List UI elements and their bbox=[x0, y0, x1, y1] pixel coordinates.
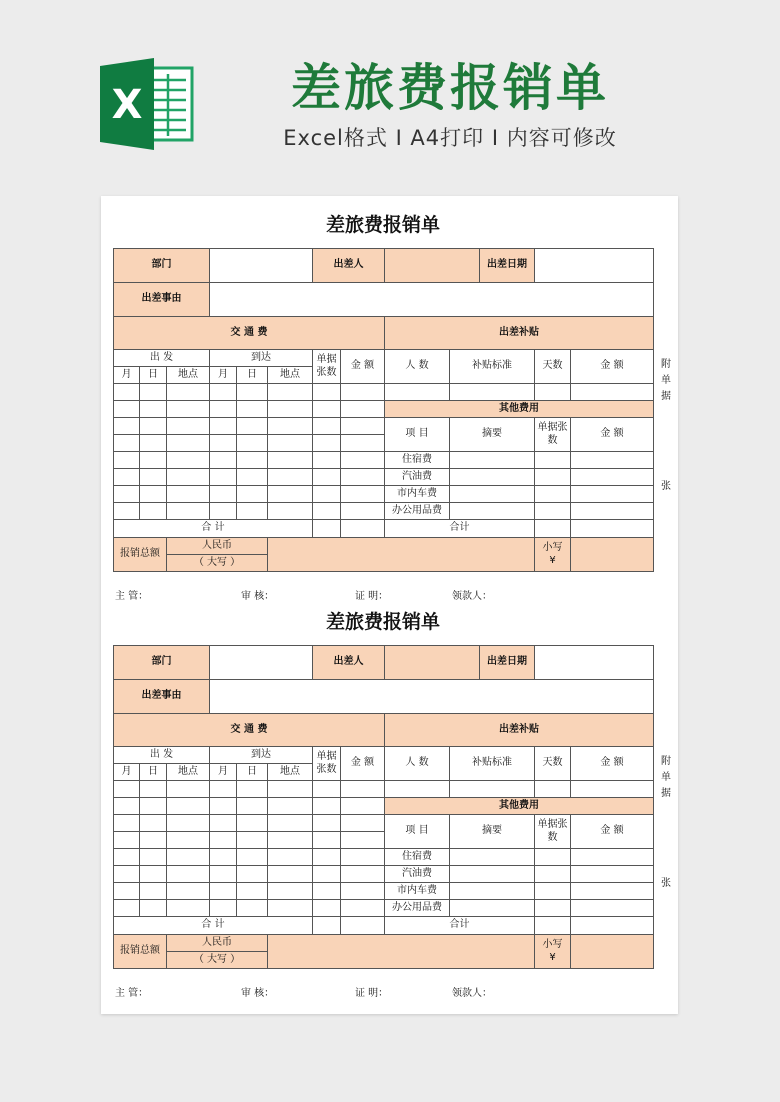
expense-item-label: 市内车费 bbox=[384, 485, 450, 503]
transport-cell[interactable] bbox=[236, 780, 268, 798]
transport-cell[interactable] bbox=[113, 417, 140, 435]
transport-cell[interactable] bbox=[113, 865, 140, 883]
transport-cell[interactable] bbox=[236, 831, 268, 849]
total-label: 报销总额 bbox=[113, 934, 167, 969]
standard-header: 补贴标准 bbox=[449, 349, 535, 384]
transport-cell[interactable] bbox=[312, 797, 341, 815]
allowance-header: 出差补贴 bbox=[384, 713, 654, 747]
transport-cell[interactable] bbox=[209, 882, 237, 900]
place-header: 地点 bbox=[166, 763, 210, 781]
page-title: 差旅费报销单 bbox=[291, 59, 609, 117]
place-header: 地点 bbox=[267, 366, 313, 384]
transport-cell[interactable] bbox=[236, 882, 268, 900]
transport-cell[interactable] bbox=[166, 814, 210, 832]
transport-cell[interactable] bbox=[340, 485, 385, 503]
transport-cell[interactable] bbox=[209, 899, 237, 917]
transport-cell[interactable] bbox=[113, 434, 140, 452]
transport-cell[interactable] bbox=[312, 434, 341, 452]
transport-cell[interactable] bbox=[139, 502, 167, 520]
expense-summary-cell[interactable] bbox=[449, 848, 535, 866]
transport-cell[interactable] bbox=[166, 797, 210, 815]
transport-cell[interactable] bbox=[209, 434, 237, 452]
item-header: 项 目 bbox=[384, 417, 450, 452]
traveler-value[interactable] bbox=[384, 645, 480, 680]
transport-cell[interactable] bbox=[312, 383, 341, 401]
form-title: 差旅费报销单 bbox=[325, 611, 440, 633]
transport-cell[interactable] bbox=[139, 400, 167, 418]
side-attach-label-1: 附 单 据 bbox=[661, 359, 671, 402]
transport-cell[interactable] bbox=[267, 848, 313, 866]
date-value[interactable] bbox=[534, 248, 654, 283]
transport-cell[interactable] bbox=[340, 417, 385, 435]
supervisor-label: 主 管： bbox=[115, 988, 149, 999]
amount-header: 金 额 bbox=[340, 746, 385, 781]
receipts-header: 单据张数 bbox=[534, 814, 571, 849]
transport-cell[interactable] bbox=[113, 814, 140, 832]
date-label: 出差日期 bbox=[479, 645, 535, 680]
transport-cell[interactable] bbox=[340, 848, 385, 866]
proof-label: 证 明： bbox=[355, 591, 389, 602]
amount-header: 金 额 bbox=[570, 349, 654, 384]
other-subtotal-amount[interactable] bbox=[570, 916, 654, 935]
total-small-value[interactable] bbox=[570, 537, 654, 572]
yen-symbol: ¥ bbox=[549, 554, 556, 566]
expense-summary-cell[interactable] bbox=[449, 468, 535, 486]
transport-cell[interactable] bbox=[209, 468, 237, 486]
transport-cell[interactable] bbox=[236, 383, 268, 401]
side-sheet-label-2: 张 bbox=[661, 878, 671, 889]
expense-receipts-cell[interactable] bbox=[534, 882, 571, 900]
transport-cell[interactable] bbox=[139, 814, 167, 832]
transport-cell[interactable] bbox=[209, 400, 237, 418]
total-capital-value[interactable] bbox=[267, 537, 535, 572]
expense-amount-cell[interactable] bbox=[570, 502, 654, 520]
expense-amount-cell[interactable] bbox=[570, 485, 654, 503]
transport-cell[interactable] bbox=[267, 814, 313, 832]
signature-row bbox=[113, 587, 653, 603]
people-header: 人 数 bbox=[384, 746, 450, 781]
expense-receipts-cell[interactable] bbox=[534, 865, 571, 883]
proof-label: 证 明： bbox=[355, 988, 389, 999]
small-label: 小写 bbox=[542, 939, 563, 950]
date-label: 出差日期 bbox=[479, 248, 535, 283]
transport-cell[interactable] bbox=[312, 451, 341, 469]
allowance-header: 出差补贴 bbox=[384, 316, 654, 350]
day-header: 日 bbox=[236, 366, 268, 384]
transport-cell[interactable] bbox=[236, 417, 268, 435]
expense-summary-cell[interactable] bbox=[449, 882, 535, 900]
month-header: 月 bbox=[113, 366, 140, 384]
expense-item-label: 住宿费 bbox=[384, 451, 450, 469]
transport-cell[interactable] bbox=[113, 848, 140, 866]
expense-amount-cell[interactable] bbox=[570, 451, 654, 469]
transport-cell[interactable] bbox=[209, 502, 237, 520]
expense-receipts-cell[interactable] bbox=[534, 485, 571, 503]
month-header: 月 bbox=[113, 763, 140, 781]
transport-cell[interactable] bbox=[209, 417, 237, 435]
transport-cell[interactable] bbox=[209, 814, 237, 832]
transport-cell[interactable] bbox=[267, 383, 313, 401]
amount-header: 金 额 bbox=[340, 349, 385, 384]
other-subtotal-amount[interactable] bbox=[570, 519, 654, 538]
arrive-header: 到达 bbox=[209, 746, 313, 764]
transport-cell[interactable] bbox=[267, 865, 313, 883]
allowance-amount-value[interactable] bbox=[570, 780, 654, 798]
transport-cell[interactable] bbox=[340, 797, 385, 815]
total-capital-value[interactable] bbox=[267, 934, 535, 969]
dept-value[interactable] bbox=[209, 645, 313, 680]
transport-cell[interactable] bbox=[166, 899, 210, 917]
people-value[interactable] bbox=[384, 383, 450, 401]
small-amount-label bbox=[534, 934, 571, 969]
transport-cell[interactable] bbox=[236, 797, 268, 815]
arrive-header: 到达 bbox=[209, 349, 313, 367]
transport-cell[interactable] bbox=[267, 468, 313, 486]
place-header: 地点 bbox=[166, 366, 210, 384]
form-grid bbox=[113, 248, 653, 572]
transport-cell[interactable] bbox=[209, 780, 237, 798]
transport-cell[interactable] bbox=[113, 780, 140, 798]
transport-cell[interactable] bbox=[312, 502, 341, 520]
transport-cell[interactable] bbox=[267, 882, 313, 900]
transport-cell[interactable] bbox=[209, 865, 237, 883]
transport-cell[interactable] bbox=[340, 451, 385, 469]
other-expenses-header: 其他费用 bbox=[384, 797, 654, 815]
transport-cell[interactable] bbox=[340, 899, 385, 917]
summary-header: 摘要 bbox=[449, 814, 535, 849]
transport-cell[interactable] bbox=[312, 899, 341, 917]
transport-cell[interactable] bbox=[340, 814, 385, 832]
expense-item-label: 住宿费 bbox=[384, 848, 450, 866]
transport-cell[interactable] bbox=[236, 848, 268, 866]
transport-cell[interactable] bbox=[312, 468, 341, 486]
excel-logo-icon bbox=[100, 58, 196, 150]
transport-cell[interactable] bbox=[312, 780, 341, 798]
transport-cell[interactable] bbox=[312, 814, 341, 832]
transport-cell[interactable] bbox=[340, 831, 385, 849]
day-header: 日 bbox=[236, 763, 268, 781]
other-subtotal-label: 合计 bbox=[384, 519, 535, 538]
reason-value[interactable] bbox=[209, 679, 654, 714]
transport-cell[interactable] bbox=[340, 882, 385, 900]
small-label: 小写 bbox=[542, 542, 563, 553]
transport-subtotal-amount[interactable] bbox=[340, 916, 385, 935]
transport-cell[interactable] bbox=[139, 899, 167, 917]
small-amount-label bbox=[534, 537, 571, 572]
transport-cell[interactable] bbox=[236, 468, 268, 486]
expense-receipts-cell[interactable] bbox=[534, 502, 571, 520]
expense-item-label: 市内车费 bbox=[384, 882, 450, 900]
transport-subtotal-label: 合 计 bbox=[113, 519, 313, 538]
transport-cell[interactable] bbox=[166, 417, 210, 435]
transport-cell[interactable] bbox=[267, 417, 313, 435]
side-sheet-label-1: 张 bbox=[661, 481, 671, 492]
transport-cell[interactable] bbox=[236, 502, 268, 520]
transport-cell[interactable] bbox=[166, 468, 210, 486]
transport-cell[interactable] bbox=[166, 400, 210, 418]
transport-cell[interactable] bbox=[236, 400, 268, 418]
transport-cell[interactable] bbox=[113, 831, 140, 849]
transport-cell[interactable] bbox=[236, 899, 268, 917]
transport-cell[interactable] bbox=[312, 831, 341, 849]
transport-cell[interactable] bbox=[166, 848, 210, 866]
transport-cell[interactable] bbox=[312, 417, 341, 435]
capital-label: （ 大写 ） bbox=[166, 951, 268, 969]
transport-cell[interactable] bbox=[139, 848, 167, 866]
transport-cell[interactable] bbox=[267, 797, 313, 815]
transport-cell[interactable] bbox=[340, 865, 385, 883]
expense-summary-cell[interactable] bbox=[449, 485, 535, 503]
days-header: 天数 bbox=[534, 349, 571, 384]
transport-cell[interactable] bbox=[236, 485, 268, 503]
transport-cell[interactable] bbox=[267, 451, 313, 469]
expense-summary-cell[interactable] bbox=[449, 865, 535, 883]
amount-header: 金 额 bbox=[570, 746, 654, 781]
transport-cell[interactable] bbox=[139, 485, 167, 503]
month-header: 月 bbox=[209, 366, 237, 384]
transport-cell[interactable] bbox=[267, 400, 313, 418]
standard-value[interactable] bbox=[449, 780, 535, 798]
form-grid bbox=[113, 645, 653, 969]
rmb-label: 人民币 bbox=[166, 537, 268, 555]
expense-summary-cell[interactable] bbox=[449, 502, 535, 520]
transport-cell[interactable] bbox=[113, 882, 140, 900]
receipts-header: 单据张数 bbox=[534, 417, 571, 452]
transport-cell[interactable] bbox=[267, 831, 313, 849]
expense-receipts-cell[interactable] bbox=[534, 899, 571, 917]
date-value[interactable] bbox=[534, 645, 654, 680]
transport-cell[interactable] bbox=[209, 797, 237, 815]
transport-cell[interactable] bbox=[166, 882, 210, 900]
days-value[interactable] bbox=[534, 383, 571, 401]
transport-cell[interactable] bbox=[166, 865, 210, 883]
transport-cell[interactable] bbox=[312, 400, 341, 418]
transport-cell[interactable] bbox=[139, 882, 167, 900]
expense-item-label: 办公用品费 bbox=[384, 502, 450, 520]
review-label: 审 核： bbox=[241, 988, 275, 999]
standard-header: 补贴标准 bbox=[449, 746, 535, 781]
transport-cell[interactable] bbox=[209, 451, 237, 469]
expense-receipts-cell[interactable] bbox=[534, 451, 571, 469]
transport-cell[interactable] bbox=[236, 814, 268, 832]
place-header: 地点 bbox=[267, 763, 313, 781]
expense-amount-cell[interactable] bbox=[570, 865, 654, 883]
transport-cell[interactable] bbox=[209, 848, 237, 866]
depart-header: 出 发 bbox=[113, 746, 210, 764]
transport-subtotal-receipts[interactable] bbox=[312, 519, 341, 538]
allowance-amount-value[interactable] bbox=[570, 383, 654, 401]
transport-cell[interactable] bbox=[209, 383, 237, 401]
expense-receipts-cell[interactable] bbox=[534, 468, 571, 486]
month-header: 月 bbox=[209, 763, 237, 781]
expense-item-label: 汽油费 bbox=[384, 865, 450, 883]
expense-item-label: 汽油费 bbox=[384, 468, 450, 486]
traveler-label: 出差人 bbox=[312, 248, 385, 283]
transport-cell[interactable] bbox=[340, 434, 385, 452]
transport-cell[interactable] bbox=[113, 899, 140, 917]
amount-header: 金 额 bbox=[570, 417, 654, 452]
expense-amount-cell[interactable] bbox=[570, 468, 654, 486]
review-label: 审 核： bbox=[241, 591, 275, 602]
transport-cell[interactable] bbox=[139, 417, 167, 435]
other-subtotal-receipts[interactable] bbox=[534, 916, 571, 935]
people-value[interactable] bbox=[384, 780, 450, 798]
transport-cell[interactable] bbox=[139, 831, 167, 849]
expense-item-label: 办公用品费 bbox=[384, 899, 450, 917]
depart-header: 出 发 bbox=[113, 349, 210, 367]
other-expenses-header: 其他费用 bbox=[384, 400, 654, 418]
days-header: 天数 bbox=[534, 746, 571, 781]
transport-cell[interactable] bbox=[166, 451, 210, 469]
transport-cell[interactable] bbox=[139, 797, 167, 815]
payee-label: 领款人： bbox=[452, 988, 492, 999]
transport-cell[interactable] bbox=[113, 468, 140, 486]
signature-row bbox=[113, 984, 653, 1000]
traveler-value[interactable] bbox=[384, 248, 480, 283]
transport-cell[interactable] bbox=[113, 797, 140, 815]
transport-cell[interactable] bbox=[209, 831, 237, 849]
total-label: 报销总额 bbox=[113, 537, 167, 572]
dept-value[interactable] bbox=[209, 248, 313, 283]
transport-cell[interactable] bbox=[340, 780, 385, 798]
transport-cell[interactable] bbox=[340, 383, 385, 401]
transport-subtotal-amount[interactable] bbox=[340, 519, 385, 538]
transport-cell[interactable] bbox=[340, 468, 385, 486]
transport-cell[interactable] bbox=[139, 468, 167, 486]
expense-amount-cell[interactable] bbox=[570, 899, 654, 917]
transport-cell[interactable] bbox=[139, 451, 167, 469]
form-title: 差旅费报销单 bbox=[325, 214, 440, 236]
transport-cell[interactable] bbox=[139, 383, 167, 401]
transport-header: 交 通 费 bbox=[113, 316, 385, 350]
standard-value[interactable] bbox=[449, 383, 535, 401]
transport-cell[interactable] bbox=[113, 485, 140, 503]
transport-cell[interactable] bbox=[267, 502, 313, 520]
yen-symbol: ¥ bbox=[549, 951, 556, 963]
transport-cell[interactable] bbox=[236, 865, 268, 883]
page-subtitle: Excel格式 I A4打印 I 内容可修改 bbox=[283, 126, 617, 150]
transport-header: 交 通 费 bbox=[113, 713, 385, 747]
transport-cell[interactable] bbox=[166, 485, 210, 503]
payee-label: 领款人： bbox=[452, 591, 492, 602]
transport-cell[interactable] bbox=[113, 383, 140, 401]
transport-cell[interactable] bbox=[340, 502, 385, 520]
transport-cell[interactable] bbox=[139, 865, 167, 883]
dept-label: 部门 bbox=[113, 248, 210, 283]
transport-cell[interactable] bbox=[267, 485, 313, 503]
item-header: 项 目 bbox=[384, 814, 450, 849]
transport-cell[interactable] bbox=[139, 434, 167, 452]
day-header: 日 bbox=[139, 763, 167, 781]
transport-cell[interactable] bbox=[312, 882, 341, 900]
transport-subtotal-receipts[interactable] bbox=[312, 916, 341, 935]
transport-subtotal-label: 合 计 bbox=[113, 916, 313, 935]
transport-cell[interactable] bbox=[139, 780, 167, 798]
transport-cell[interactable] bbox=[267, 780, 313, 798]
transport-cell[interactable] bbox=[209, 485, 237, 503]
reason-label: 出差事由 bbox=[113, 679, 210, 714]
other-subtotal-receipts[interactable] bbox=[534, 519, 571, 538]
expense-receipts-cell[interactable] bbox=[534, 848, 571, 866]
transport-cell[interactable] bbox=[113, 451, 140, 469]
other-subtotal-label: 合计 bbox=[384, 916, 535, 935]
day-header: 日 bbox=[139, 366, 167, 384]
days-value[interactable] bbox=[534, 780, 571, 798]
receipts-header: 单据张数 bbox=[312, 746, 341, 781]
svg-text:X: X bbox=[111, 82, 143, 128]
traveler-label: 出差人 bbox=[312, 645, 385, 680]
transport-cell[interactable] bbox=[312, 848, 341, 866]
transport-cell[interactable] bbox=[340, 400, 385, 418]
capital-label: （ 大写 ） bbox=[166, 554, 268, 572]
transport-cell[interactable] bbox=[113, 400, 140, 418]
reason-value[interactable] bbox=[209, 282, 654, 317]
transport-cell[interactable] bbox=[267, 899, 313, 917]
transport-cell[interactable] bbox=[312, 485, 341, 503]
transport-cell[interactable] bbox=[236, 451, 268, 469]
summary-header: 摘要 bbox=[449, 417, 535, 452]
expense-amount-cell[interactable] bbox=[570, 848, 654, 866]
receipts-header: 单据张数 bbox=[312, 349, 341, 384]
expense-amount-cell[interactable] bbox=[570, 882, 654, 900]
expense-summary-cell[interactable] bbox=[449, 899, 535, 917]
transport-cell[interactable] bbox=[166, 383, 210, 401]
transport-cell[interactable] bbox=[113, 502, 140, 520]
side-attach-label-2: 附 单 据 bbox=[661, 756, 671, 799]
transport-cell[interactable] bbox=[312, 865, 341, 883]
supervisor-label: 主 管： bbox=[115, 591, 149, 602]
transport-cell[interactable] bbox=[166, 502, 210, 520]
people-header: 人 数 bbox=[384, 349, 450, 384]
expense-summary-cell[interactable] bbox=[449, 451, 535, 469]
reason-label: 出差事由 bbox=[113, 282, 210, 317]
transport-cell[interactable] bbox=[236, 434, 268, 452]
dept-label: 部门 bbox=[113, 645, 210, 680]
transport-cell[interactable] bbox=[166, 831, 210, 849]
total-small-value[interactable] bbox=[570, 934, 654, 969]
transport-cell[interactable] bbox=[166, 434, 210, 452]
rmb-label: 人民币 bbox=[166, 934, 268, 952]
transport-cell[interactable] bbox=[166, 780, 210, 798]
transport-cell[interactable] bbox=[267, 434, 313, 452]
document-page bbox=[101, 196, 678, 1014]
amount-header: 金 额 bbox=[570, 814, 654, 849]
